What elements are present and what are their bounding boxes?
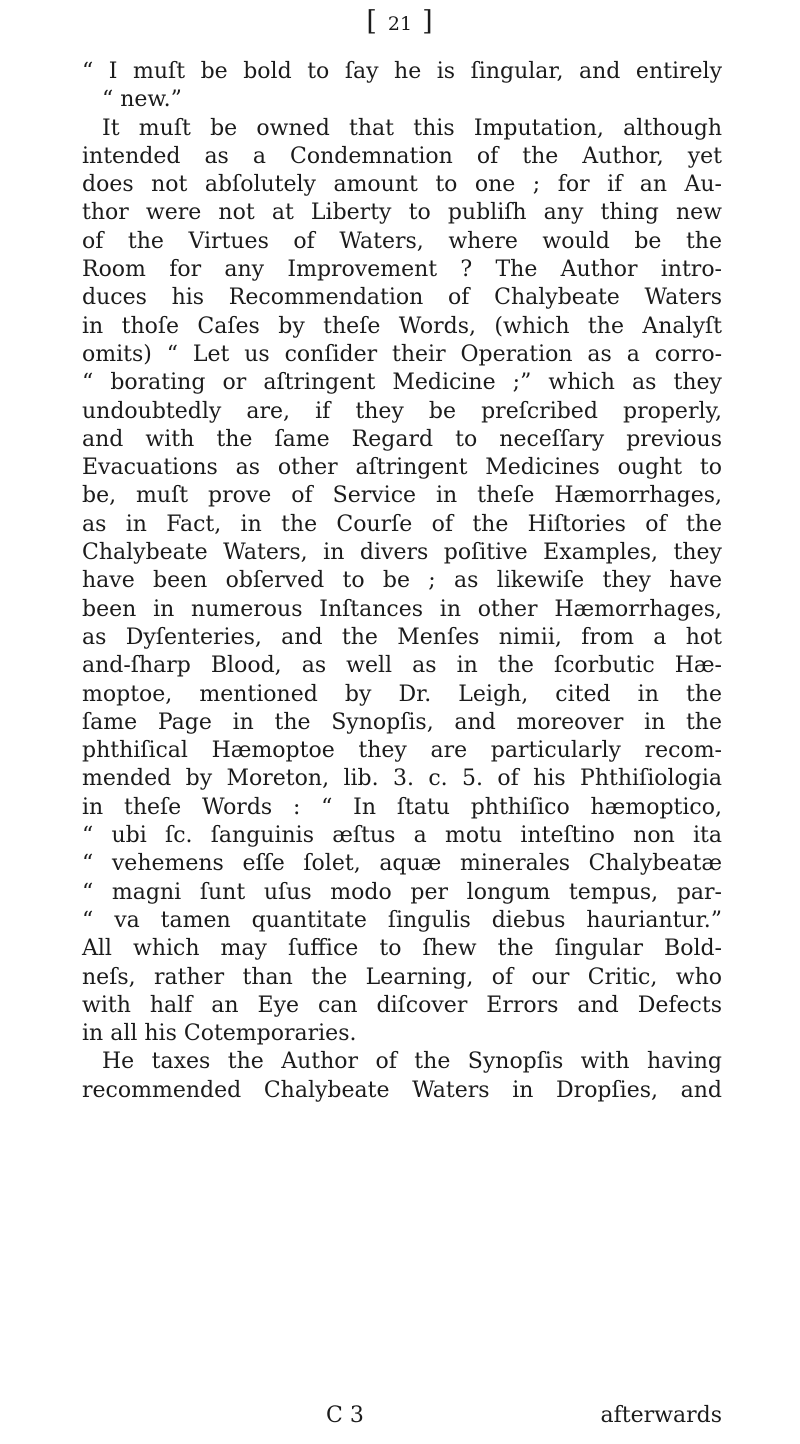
- text-line: have been obſerved to be ; as likewiſe they have: [82, 568, 722, 594]
- page-header: [0, 6, 800, 37]
- text-line: moptoe, mentioned by Dr. Leigh, cited in the: [82, 681, 722, 707]
- text-line: undoubtedly are, if they be preſcribed properly,: [82, 398, 722, 424]
- text-line: neſs, rather than the Learning, of our Critic, who: [82, 964, 722, 990]
- text-line: “ magni ſunt uſus modo per longum tempus, par-: [82, 879, 722, 905]
- text-line: phthiſical Hæmoptoe they are particularly recom-: [82, 738, 722, 764]
- catchword: afterwards: [600, 1403, 722, 1428]
- text-line: “ vehemens eſſe ſolet, aquæ minerales Chalybeatæ: [82, 851, 722, 877]
- text-line: All which may ſuffice to ſhew the ſingular Bold-: [82, 936, 722, 962]
- close-bracket: ]: [422, 6, 434, 37]
- text-line: be, muſt prove of Service in theſe Hæmorrhages,: [82, 483, 722, 509]
- text-line: Evacuations as other aſtringent Medicines ought to: [82, 455, 722, 481]
- text-line: as in Fact, in the Courſe of the Hiſtories of the: [82, 511, 722, 537]
- text-line: “ new.”: [102, 87, 182, 113]
- text-line: recommended Chalybeate Waters in Dropſies, and: [82, 1077, 722, 1103]
- text-line: and-ſharp Blood, as well as in the ſcorbutic Hæ-: [82, 653, 722, 679]
- text-line: ſame Page in the Synopſis, and moreover in the: [82, 709, 722, 735]
- paragraph-start-line: He taxes the Author of the Synopſis with having: [102, 1049, 722, 1075]
- text-line: “ ubi ſc. ſanguinis æſtus a motu inteſtino non ita: [82, 823, 722, 849]
- body-text: [82, 58, 722, 1105]
- text-line: thor were not at Liberty to publiſh any thing new: [82, 200, 722, 226]
- text-line: “ I muſt be bold to ſay he is ſingular, and entirely: [82, 59, 722, 84]
- text-line: does not abſolutely amount to one ; for if an Au-: [82, 172, 722, 198]
- text-line: “ va tamen quantitate ſingulis diebus hauriantur.”: [82, 907, 722, 933]
- text-line: “ borating or aſtringent Medicine ;” which as they: [82, 370, 722, 396]
- text-line: in thoſe Caſes by theſe Words, (which the Analyſt: [82, 313, 722, 339]
- text-line: in all his Cotemporaries.: [82, 1021, 357, 1047]
- text-line: duces his Recommendation of Chalybeate Waters: [82, 285, 722, 311]
- text-line: mended by Moreton, lib. 3. c. 5. of his Phthiſiologia: [82, 766, 722, 792]
- open-bracket: [: [366, 6, 378, 37]
- page-number: 21: [387, 13, 413, 35]
- text-line: of the Virtues of Waters, where would be the: [82, 228, 722, 254]
- text-line: Room for any Improvement ? The Author intro-: [82, 257, 722, 283]
- text-line: Chalybeate Waters, in divers poſitive Examples, they: [82, 540, 722, 566]
- text-line: omits) “ Let us conſider their Operation as a corro-: [82, 341, 722, 367]
- text-line: and with the ſame Regard to neceſſary previous: [82, 426, 722, 452]
- text-line: as Dyſenteries, and the Menſes nimii, from a hot: [82, 624, 722, 650]
- paragraph-start-line: It muſt be owned that this Imputation, although: [102, 115, 722, 141]
- text-line: intended as a Condemnation of the Author, yet: [82, 143, 722, 169]
- text-line: with half an Eye can diſcover Errors and Defects: [82, 992, 722, 1018]
- text-line: in theſe Words : “ In ſtatu phthiſico hæmoptico,: [82, 794, 722, 820]
- page-footer: [82, 1401, 722, 1431]
- signature-mark: C 3: [326, 1403, 364, 1428]
- text-line: been in numerous Inſtances in other Hæmorrhages,: [82, 596, 722, 622]
